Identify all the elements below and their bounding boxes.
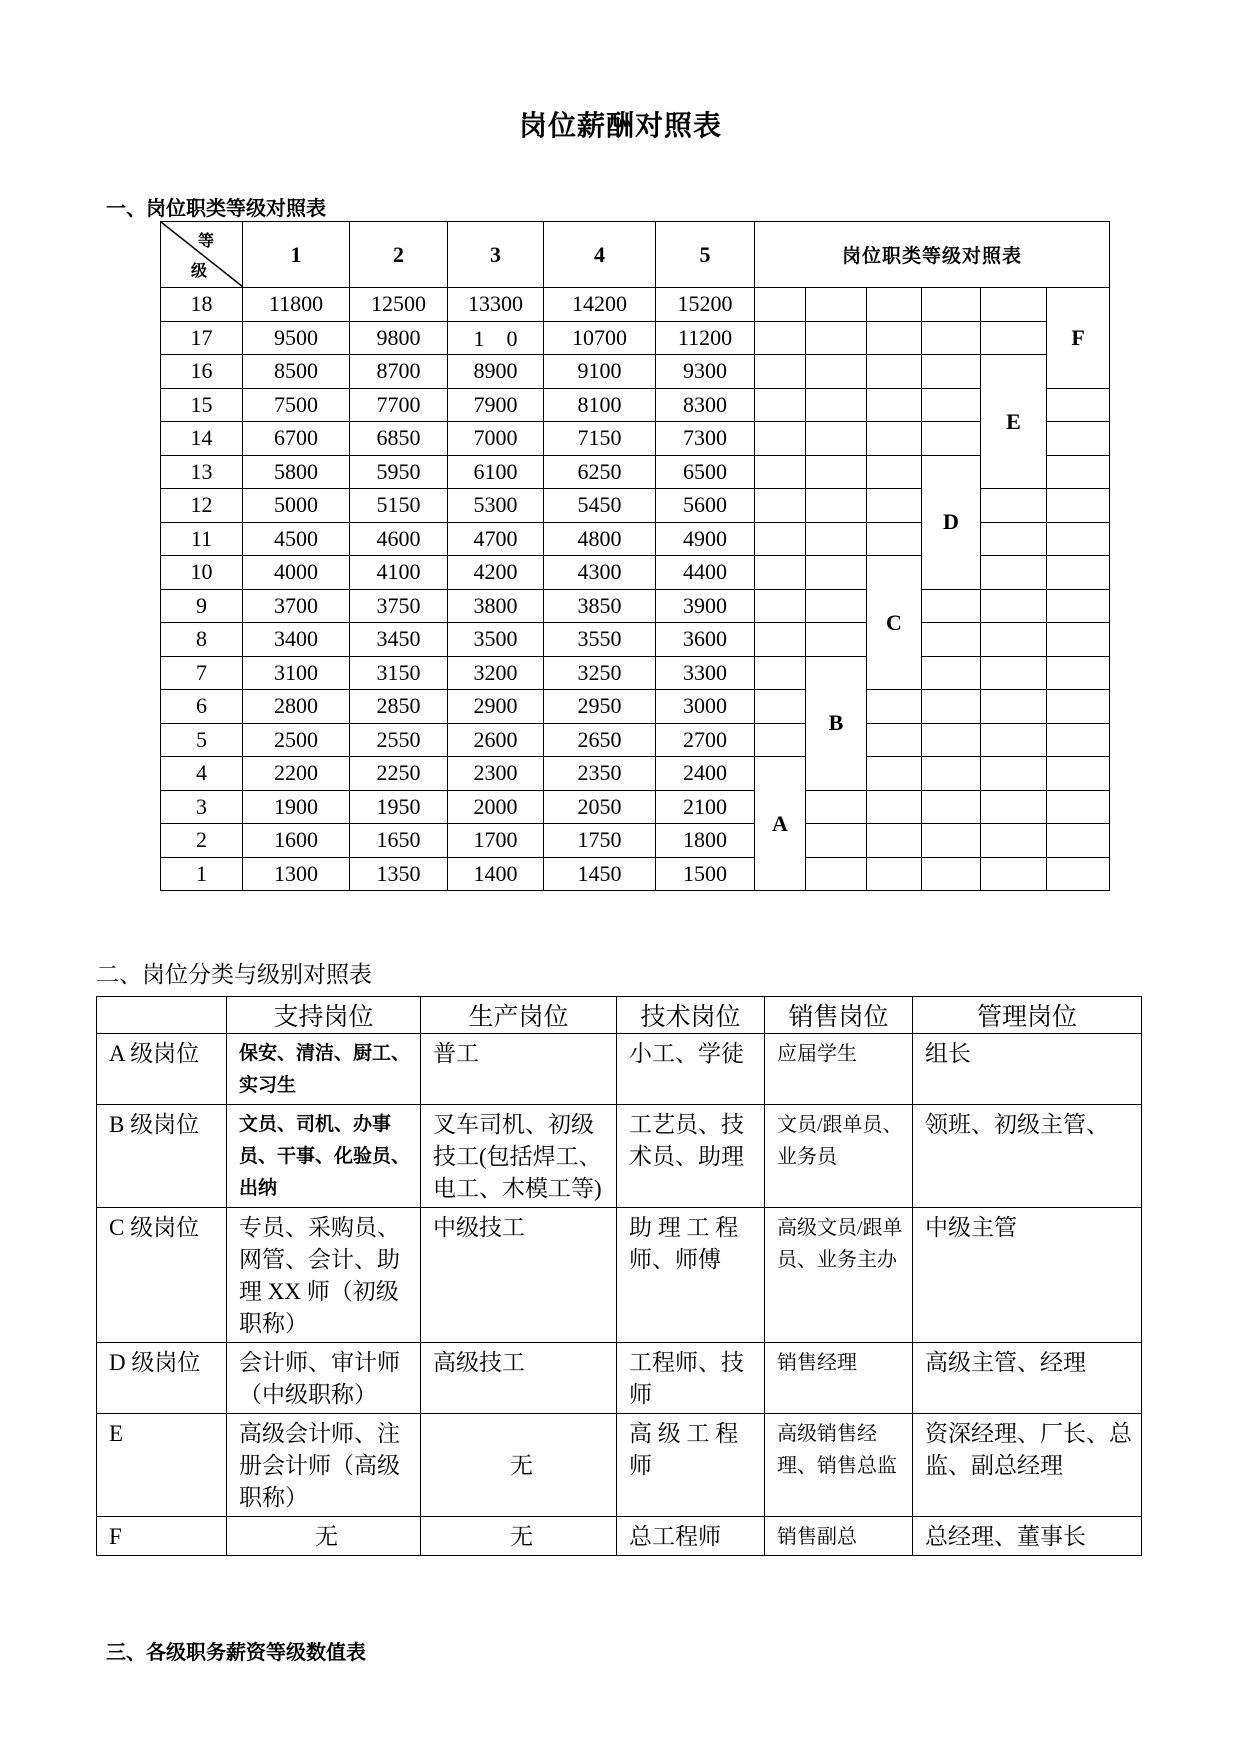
empty-cell (1047, 623, 1110, 657)
band-cell-b: B (806, 656, 867, 790)
section-3-heading: 三、各级职务薪资等级数值表 (106, 1642, 366, 1664)
salary-value-cell: 1900 (243, 790, 350, 824)
grade-cell: 8 (161, 623, 243, 657)
salary-value-cell: 4800 (544, 522, 656, 556)
production-cell: 高级技工 (421, 1343, 617, 1414)
header-support: 支持岗位 (227, 997, 421, 1034)
empty-cell (1047, 589, 1110, 623)
salary-value-cell: 2300 (448, 757, 544, 791)
level-cell: C 级岗位 (97, 1208, 227, 1343)
salary-value-cell: 2800 (243, 690, 350, 724)
table-row (161, 388, 1110, 422)
table-row (161, 321, 1110, 355)
column-header: 3 (448, 222, 544, 288)
tech-cell: 总工程师 (617, 1517, 765, 1556)
salary-value-cell: 8700 (350, 355, 448, 389)
salary-value-cell: 6850 (350, 422, 448, 456)
support-cell: 文员、司机、办事员、干事、化验员、出纳 (227, 1105, 421, 1208)
table-row (161, 623, 1110, 657)
salary-value-cell: 6100 (448, 455, 544, 489)
salary-value-cell: 3750 (350, 589, 448, 623)
salary-value-cell: 2100 (656, 790, 755, 824)
header-production: 生产岗位 (421, 997, 617, 1034)
salary-value-cell: 4100 (350, 556, 448, 590)
empty-cell (867, 489, 922, 523)
empty-cell (1047, 857, 1110, 891)
salary-value-cell: 4200 (448, 556, 544, 590)
grade-cell: 6 (161, 690, 243, 724)
empty-cell (806, 455, 867, 489)
sales-cell: 应届学生 (765, 1034, 913, 1105)
salary-value-cell: 10700 (544, 321, 656, 355)
empty-cell (867, 422, 922, 456)
band-cell-e: E (981, 355, 1047, 489)
salary-value-cell: 11200 (656, 321, 755, 355)
empty-cell (755, 422, 806, 456)
tech-cell: 助 理 工 程 师、师傅 (617, 1208, 765, 1343)
salary-value-cell: 6250 (544, 455, 656, 489)
salary-value-cell: 5150 (350, 489, 448, 523)
salary-value-cell: 1450 (544, 857, 656, 891)
column-header: 4 (544, 222, 656, 288)
grade-cell: 10 (161, 556, 243, 590)
salary-value-cell: 5800 (243, 455, 350, 489)
salary-value-cell: 9500 (243, 321, 350, 355)
empty-cell (755, 489, 806, 523)
sales-cell: 高级销售经理、销售总监 (765, 1414, 913, 1517)
salary-value-cell: 2250 (350, 757, 448, 791)
empty-cell (755, 455, 806, 489)
salary-value-cell: 4400 (656, 556, 755, 590)
section-2-heading: 二、岗位分类与级别对照表 (96, 962, 372, 987)
salary-value-cell: 2350 (544, 757, 656, 791)
empty-cell (867, 522, 922, 556)
salary-value-cell: 2900 (448, 690, 544, 724)
sales-cell: 销售经理 (765, 1343, 913, 1414)
table-row (161, 589, 1110, 623)
band-cell-c: C (867, 556, 922, 690)
salary-value-cell: 6500 (656, 455, 755, 489)
salary-value-cell: 3000 (656, 690, 755, 724)
empty-cell (1047, 422, 1110, 456)
salary-value-cell: 3200 (448, 656, 544, 690)
column-header: 2 (350, 222, 448, 288)
empty-cell (922, 422, 981, 456)
salary-value-cell: 2550 (350, 723, 448, 757)
empty-cell (755, 355, 806, 389)
empty-cell (867, 790, 922, 824)
empty-cell (981, 522, 1047, 556)
salary-value-cell: 1300 (243, 857, 350, 891)
salary-value-cell: 1750 (544, 824, 656, 858)
salary-value-cell: 5950 (350, 455, 448, 489)
table-row (161, 723, 1110, 757)
empty-cell (806, 857, 867, 891)
empty-cell (755, 623, 806, 657)
salary-value-cell: 3900 (656, 589, 755, 623)
tech-cell: 工程师、技师 (617, 1343, 765, 1414)
grade-cell: 7 (161, 656, 243, 690)
table-row (161, 422, 1110, 456)
empty-cell (1047, 489, 1110, 523)
empty-cell (755, 388, 806, 422)
management-cell: 资深经理、厂长、总监、副总经理 (913, 1414, 1142, 1517)
empty-cell (806, 288, 867, 322)
salary-value-cell: 5300 (448, 489, 544, 523)
salary-value-cell: 11800 (243, 288, 350, 322)
grade-cell: 1 (161, 857, 243, 891)
production-cell: 普工 (421, 1034, 617, 1105)
management-cell: 总经理、董事长 (913, 1517, 1142, 1556)
grade-salary-table (160, 221, 1110, 891)
empty-cell (981, 690, 1047, 724)
empty-cell (806, 623, 867, 657)
empty-cell (867, 288, 922, 322)
empty-cell (981, 790, 1047, 824)
table-row (97, 1414, 1142, 1517)
salary-value-cell: 3450 (350, 623, 448, 657)
empty-cell (981, 623, 1047, 657)
salary-value-cell: 2200 (243, 757, 350, 791)
support-cell: 专员、采购员、网管、会计、助理 XX 师（初级职称） (227, 1208, 421, 1343)
production-cell: 无 (421, 1517, 617, 1556)
salary-value-cell: 15200 (656, 288, 755, 322)
sales-cell: 高级文员/跟单员、业务主办 (765, 1208, 913, 1343)
salary-value-cell: 3100 (243, 656, 350, 690)
grade-cell: 13 (161, 455, 243, 489)
header-management: 管理岗位 (913, 997, 1142, 1034)
empty-cell (755, 522, 806, 556)
salary-value-cell: 6700 (243, 422, 350, 456)
empty-cell (981, 321, 1047, 355)
salary-value-cell: 4700 (448, 522, 544, 556)
empty-cell (981, 489, 1047, 523)
level-cell: B 级岗位 (97, 1105, 227, 1208)
empty-cell (806, 589, 867, 623)
empty-cell (755, 288, 806, 322)
grade-corner-cell (161, 222, 243, 288)
salary-value-cell: 4900 (656, 522, 755, 556)
salary-value-cell: 5450 (544, 489, 656, 523)
salary-value-cell: 14200 (544, 288, 656, 322)
empty-cell (981, 589, 1047, 623)
column-header: 5 (656, 222, 755, 288)
salary-value-cell: 2400 (656, 757, 755, 791)
empty-cell (981, 723, 1047, 757)
empty-cell (922, 589, 981, 623)
header-tech: 技术岗位 (617, 997, 765, 1034)
salary-value-cell: 8300 (656, 388, 755, 422)
header-cell-empty (97, 997, 227, 1034)
salary-value-cell: 7500 (243, 388, 350, 422)
empty-cell (867, 355, 922, 389)
empty-cell (806, 422, 867, 456)
support-cell: 保安、清洁、厨工、实习生 (227, 1034, 421, 1105)
salary-value-cell: 7000 (448, 422, 544, 456)
salary-value-cell: 3850 (544, 589, 656, 623)
level-cell: E (97, 1414, 227, 1517)
empty-cell (922, 623, 981, 657)
empty-cell (1047, 690, 1110, 724)
empty-cell (922, 757, 981, 791)
empty-cell (806, 321, 867, 355)
table-row (97, 1034, 1142, 1105)
salary-value-cell: 3800 (448, 589, 544, 623)
salary-value-cell: 2050 (544, 790, 656, 824)
empty-cell (867, 321, 922, 355)
support-cell: 会计师、审计师（中级职称） (227, 1343, 421, 1414)
support-cell: 高级会计师、注册会计师（高级职称） (227, 1414, 421, 1517)
category-level-table (96, 996, 1142, 1556)
empty-cell (1047, 388, 1110, 422)
table-row (161, 824, 1110, 858)
salary-value-cell: 3400 (243, 623, 350, 657)
salary-value-cell: 1650 (350, 824, 448, 858)
empty-cell (806, 388, 867, 422)
grade-cell: 5 (161, 723, 243, 757)
empty-cell (922, 321, 981, 355)
empty-cell (922, 355, 981, 389)
empty-cell (922, 690, 981, 724)
production-cell: 叉车司机、初级技工(包括焊工、电工、木模工等) (421, 1105, 617, 1208)
salary-value-cell: 9100 (544, 355, 656, 389)
empty-cell (806, 556, 867, 590)
table-row (161, 355, 1110, 389)
salary-value-cell: 3300 (656, 656, 755, 690)
salary-value-cell: 7700 (350, 388, 448, 422)
salary-value-cell: 1350 (350, 857, 448, 891)
salary-value-cell: 3600 (656, 623, 755, 657)
empty-cell (806, 522, 867, 556)
section-1-heading: 一、岗位职类等级对照表 (106, 198, 326, 220)
empty-cell (922, 723, 981, 757)
empty-cell (806, 790, 867, 824)
salary-value-cell: 2000 (448, 790, 544, 824)
table-row (161, 656, 1110, 690)
table-row (161, 790, 1110, 824)
empty-cell (755, 723, 806, 757)
table-row (97, 1208, 1142, 1343)
table-row (161, 690, 1110, 724)
salary-value-cell: 2650 (544, 723, 656, 757)
salary-value-cell: 7900 (448, 388, 544, 422)
salary-value-cell: 4500 (243, 522, 350, 556)
table-row (161, 757, 1110, 791)
salary-value-cell: 5600 (656, 489, 755, 523)
empty-cell (867, 824, 922, 858)
band-cell-f: F (1047, 288, 1110, 389)
level-cell: F (97, 1517, 227, 1556)
salary-value-cell: 2600 (448, 723, 544, 757)
grade-cell: 11 (161, 522, 243, 556)
empty-cell (922, 824, 981, 858)
salary-value-cell: 13300 (448, 288, 544, 322)
empty-cell (1047, 455, 1110, 489)
salary-value-cell: 3150 (350, 656, 448, 690)
empty-cell (1047, 723, 1110, 757)
salary-value-cell: 2500 (243, 723, 350, 757)
empty-cell (867, 388, 922, 422)
empty-cell (1047, 522, 1110, 556)
salary-value-cell: 8500 (243, 355, 350, 389)
empty-cell (755, 690, 806, 724)
grade-cell: 4 (161, 757, 243, 791)
grade-cell: 9 (161, 589, 243, 623)
band-cell-a: A (755, 757, 806, 891)
empty-cell (806, 824, 867, 858)
salary-value-cell: 8100 (544, 388, 656, 422)
empty-cell (755, 656, 806, 690)
empty-cell (922, 388, 981, 422)
management-cell: 中级主管 (913, 1208, 1142, 1343)
empty-cell (981, 857, 1047, 891)
grade-cell: 14 (161, 422, 243, 456)
empty-cell (1047, 824, 1110, 858)
salary-value-cell: 1800 (656, 824, 755, 858)
empty-cell (867, 723, 922, 757)
empty-cell (755, 321, 806, 355)
empty-cell (981, 757, 1047, 791)
corner-label-bottom: 级 (191, 263, 208, 280)
band-cell-d: D (922, 455, 981, 589)
salary-value-cell: 1600 (243, 824, 350, 858)
empty-cell (981, 656, 1047, 690)
empty-cell (1047, 556, 1110, 590)
empty-cell (922, 857, 981, 891)
management-cell: 领班、初级主管、 (913, 1105, 1142, 1208)
empty-cell (922, 656, 981, 690)
salary-value-cell: 5000 (243, 489, 350, 523)
sales-cell: 销售副总 (765, 1517, 913, 1556)
table-row (161, 857, 1110, 891)
salary-value-cell: 8900 (448, 355, 544, 389)
empty-cell (867, 455, 922, 489)
grade-cell: 3 (161, 790, 243, 824)
empty-cell (922, 288, 981, 322)
header-sales: 销售岗位 (765, 997, 913, 1034)
tech-cell: 工艺员、技术员、助理 (617, 1105, 765, 1208)
grade-cell: 17 (161, 321, 243, 355)
empty-cell (806, 355, 867, 389)
table-row (161, 288, 1110, 322)
salary-value-cell: 1700 (448, 824, 544, 858)
salary-value-cell: 3550 (544, 623, 656, 657)
empty-cell (981, 556, 1047, 590)
salary-value-cell: 12500 (350, 288, 448, 322)
production-cell: 中级技工 (421, 1208, 617, 1343)
grade-cell: 18 (161, 288, 243, 322)
salary-value-cell: 2850 (350, 690, 448, 724)
salary-value-cell: 4300 (544, 556, 656, 590)
empty-cell (755, 556, 806, 590)
salary-value-cell: 1950 (350, 790, 448, 824)
empty-cell (922, 790, 981, 824)
salary-value-cell: 7150 (544, 422, 656, 456)
salary-value-cell: 3500 (448, 623, 544, 657)
salary-value-cell: 4000 (243, 556, 350, 590)
empty-cell (755, 589, 806, 623)
table-row (161, 455, 1110, 489)
salary-value-cell: 2950 (544, 690, 656, 724)
empty-cell (806, 489, 867, 523)
sales-cell: 文员/跟单员、业务员 (765, 1105, 913, 1208)
support-cell: 无 (227, 1517, 421, 1556)
production-cell: 无 (421, 1414, 617, 1517)
grade-cell: 2 (161, 824, 243, 858)
empty-cell (1047, 656, 1110, 690)
tech-cell: 高 级 工 程 师 (617, 1414, 765, 1517)
salary-value-cell: 3700 (243, 589, 350, 623)
salary-value-cell: 9300 (656, 355, 755, 389)
salary-value-cell: 9800 (350, 321, 448, 355)
salary-value-cell: 7300 (656, 422, 755, 456)
management-cell: 组长 (913, 1034, 1142, 1105)
empty-cell (981, 824, 1047, 858)
empty-cell (867, 757, 922, 791)
salary-value-cell: 1400 (448, 857, 544, 891)
table-row (97, 1105, 1142, 1208)
tech-cell: 小工、学徒 (617, 1034, 765, 1105)
empty-cell (1047, 757, 1110, 791)
table-row (97, 1517, 1142, 1556)
salary-value-cell: 3250 (544, 656, 656, 690)
page-title: 岗位薪酬对照表 (518, 111, 722, 142)
salary-value-cell: 4600 (350, 522, 448, 556)
grade-cell: 16 (161, 355, 243, 389)
band-header: 岗位职类等级对照表 (755, 222, 1110, 288)
corner-label-top: 等 (197, 233, 214, 250)
salary-value-cell: 2700 (656, 723, 755, 757)
salary-value-cell: 1 0 (448, 321, 544, 355)
table-row (97, 1343, 1142, 1414)
salary-value-cell: 1500 (656, 857, 755, 891)
level-cell: A 级岗位 (97, 1034, 227, 1105)
grade-cell: 15 (161, 388, 243, 422)
level-cell: D 级岗位 (97, 1343, 227, 1414)
empty-cell (981, 288, 1047, 322)
management-cell: 高级主管、经理 (913, 1343, 1142, 1414)
empty-cell (1047, 790, 1110, 824)
column-header: 1 (243, 222, 350, 288)
empty-cell (867, 857, 922, 891)
empty-cell (867, 690, 922, 724)
grade-cell: 12 (161, 489, 243, 523)
